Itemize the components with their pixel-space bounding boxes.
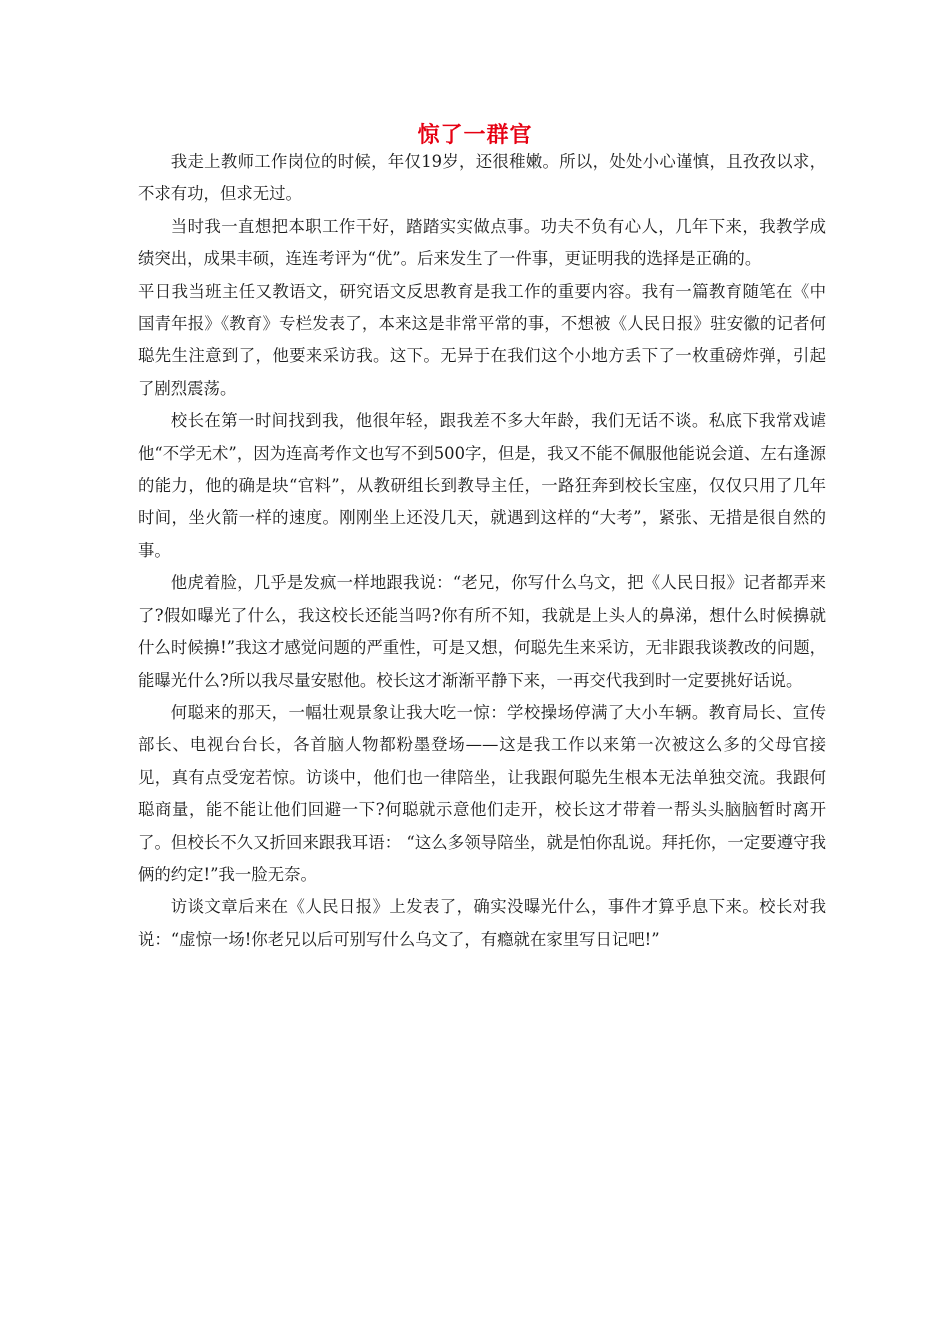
paragraph-7: 访谈文章后来在《人民日报》上发表了，确实没曝光什么，事件才算乎息下来。校长对我说：“虚惊一场!你老兄以后可别写什么乌文了，有瘾就在家里写日记吧!” xyxy=(138,897,826,949)
document-title: 惊了一群官 xyxy=(417,122,533,148)
paragraph-3: 平日我当班主任又教语文，研究语文反思教育是我工作的重要内容。我有一篇教育随笔在《中国青年报》《教育》专栏发表了，本来这是非常平常的事，不想被《人民日报》驻安徽的记者何聪先生注意到了，他要来采访我。这下。无异于在我们这个小地方丢下了一枚重磅炸弹，引起了剧烈震荡。 xyxy=(138,281,826,398)
paragraph-2: 当时我一直想把本职工作干好，踏踏实实做点事。功夫不负有心人，几年下来，我教学成绩突出，成果丰硕，连连考评为“优”。后来发生了一件事，更证明我的选择是正确的。 xyxy=(138,216,826,269)
paragraph-1: 我走上教师工作岗位的时候，年仅19岁，还很稚嫩。所以，处处小心谨慎，且孜孜以求，不求有功，但求无过。 xyxy=(138,152,826,204)
paragraph-5: 他虎着脸，几乎是发疯一样地跟我说：“老兄，你写什么乌文，把《人民日报》记者都弄来了?假如曝光了什么，我这校长还能当吗?你有所不知，我就是上头人的鼻涕，想什么时候擤就什么时候擤!”我这才感觉问题的严重性，可是又想，何聪先生来采访，无非跟我谈教改的问题，能曝光什么?所以我尽量安慰他。校长这才渐渐平静下来，一再交代我到时一定要挑好话说。 xyxy=(138,573,826,690)
paragraph-4: 校长在第一时间找到我，他很年轻，跟我差不多大年龄，我们无话不谈。私底下我常戏谑他“不学无术”，因为连高考作文也写不到500字，但是，我又不能不佩服他能说会道、左右逢源的能力，他的确是块“官料”，从教研组长到教导主任，一路狂奔到校长宝座，仅仅只用了几年时间，坐火箭一样的速度。刚刚坐上还没几天，就遇到这样的“大考”，紧张、无措是很自然的事。 xyxy=(138,411,826,560)
paragraph-6: 何聪来的那天，一幅壮观景象让我大吃一惊：学校操场停满了大小车辆。教育局长、宣传部长、电视台台长，各首脑人物都粉墨登场——这是我工作以来第一次被这么多的父母官接见，真有点受宠若惊。访谈中，他们也一律陪坐，让我跟何聪先生根本无法单独交流。我跟何聪商量，能不能让他们回避一下?何聪就示意他们走开，校长这才带着一帮头头脑脑暂时离开了。但校长不久又折回来跟我耳语： “这么多领导陪坐，就是怕你乱说。拜托你，一定要遵守我俩的约定!”我一脸无奈。 xyxy=(138,702,826,884)
document-body xyxy=(138,146,826,956)
